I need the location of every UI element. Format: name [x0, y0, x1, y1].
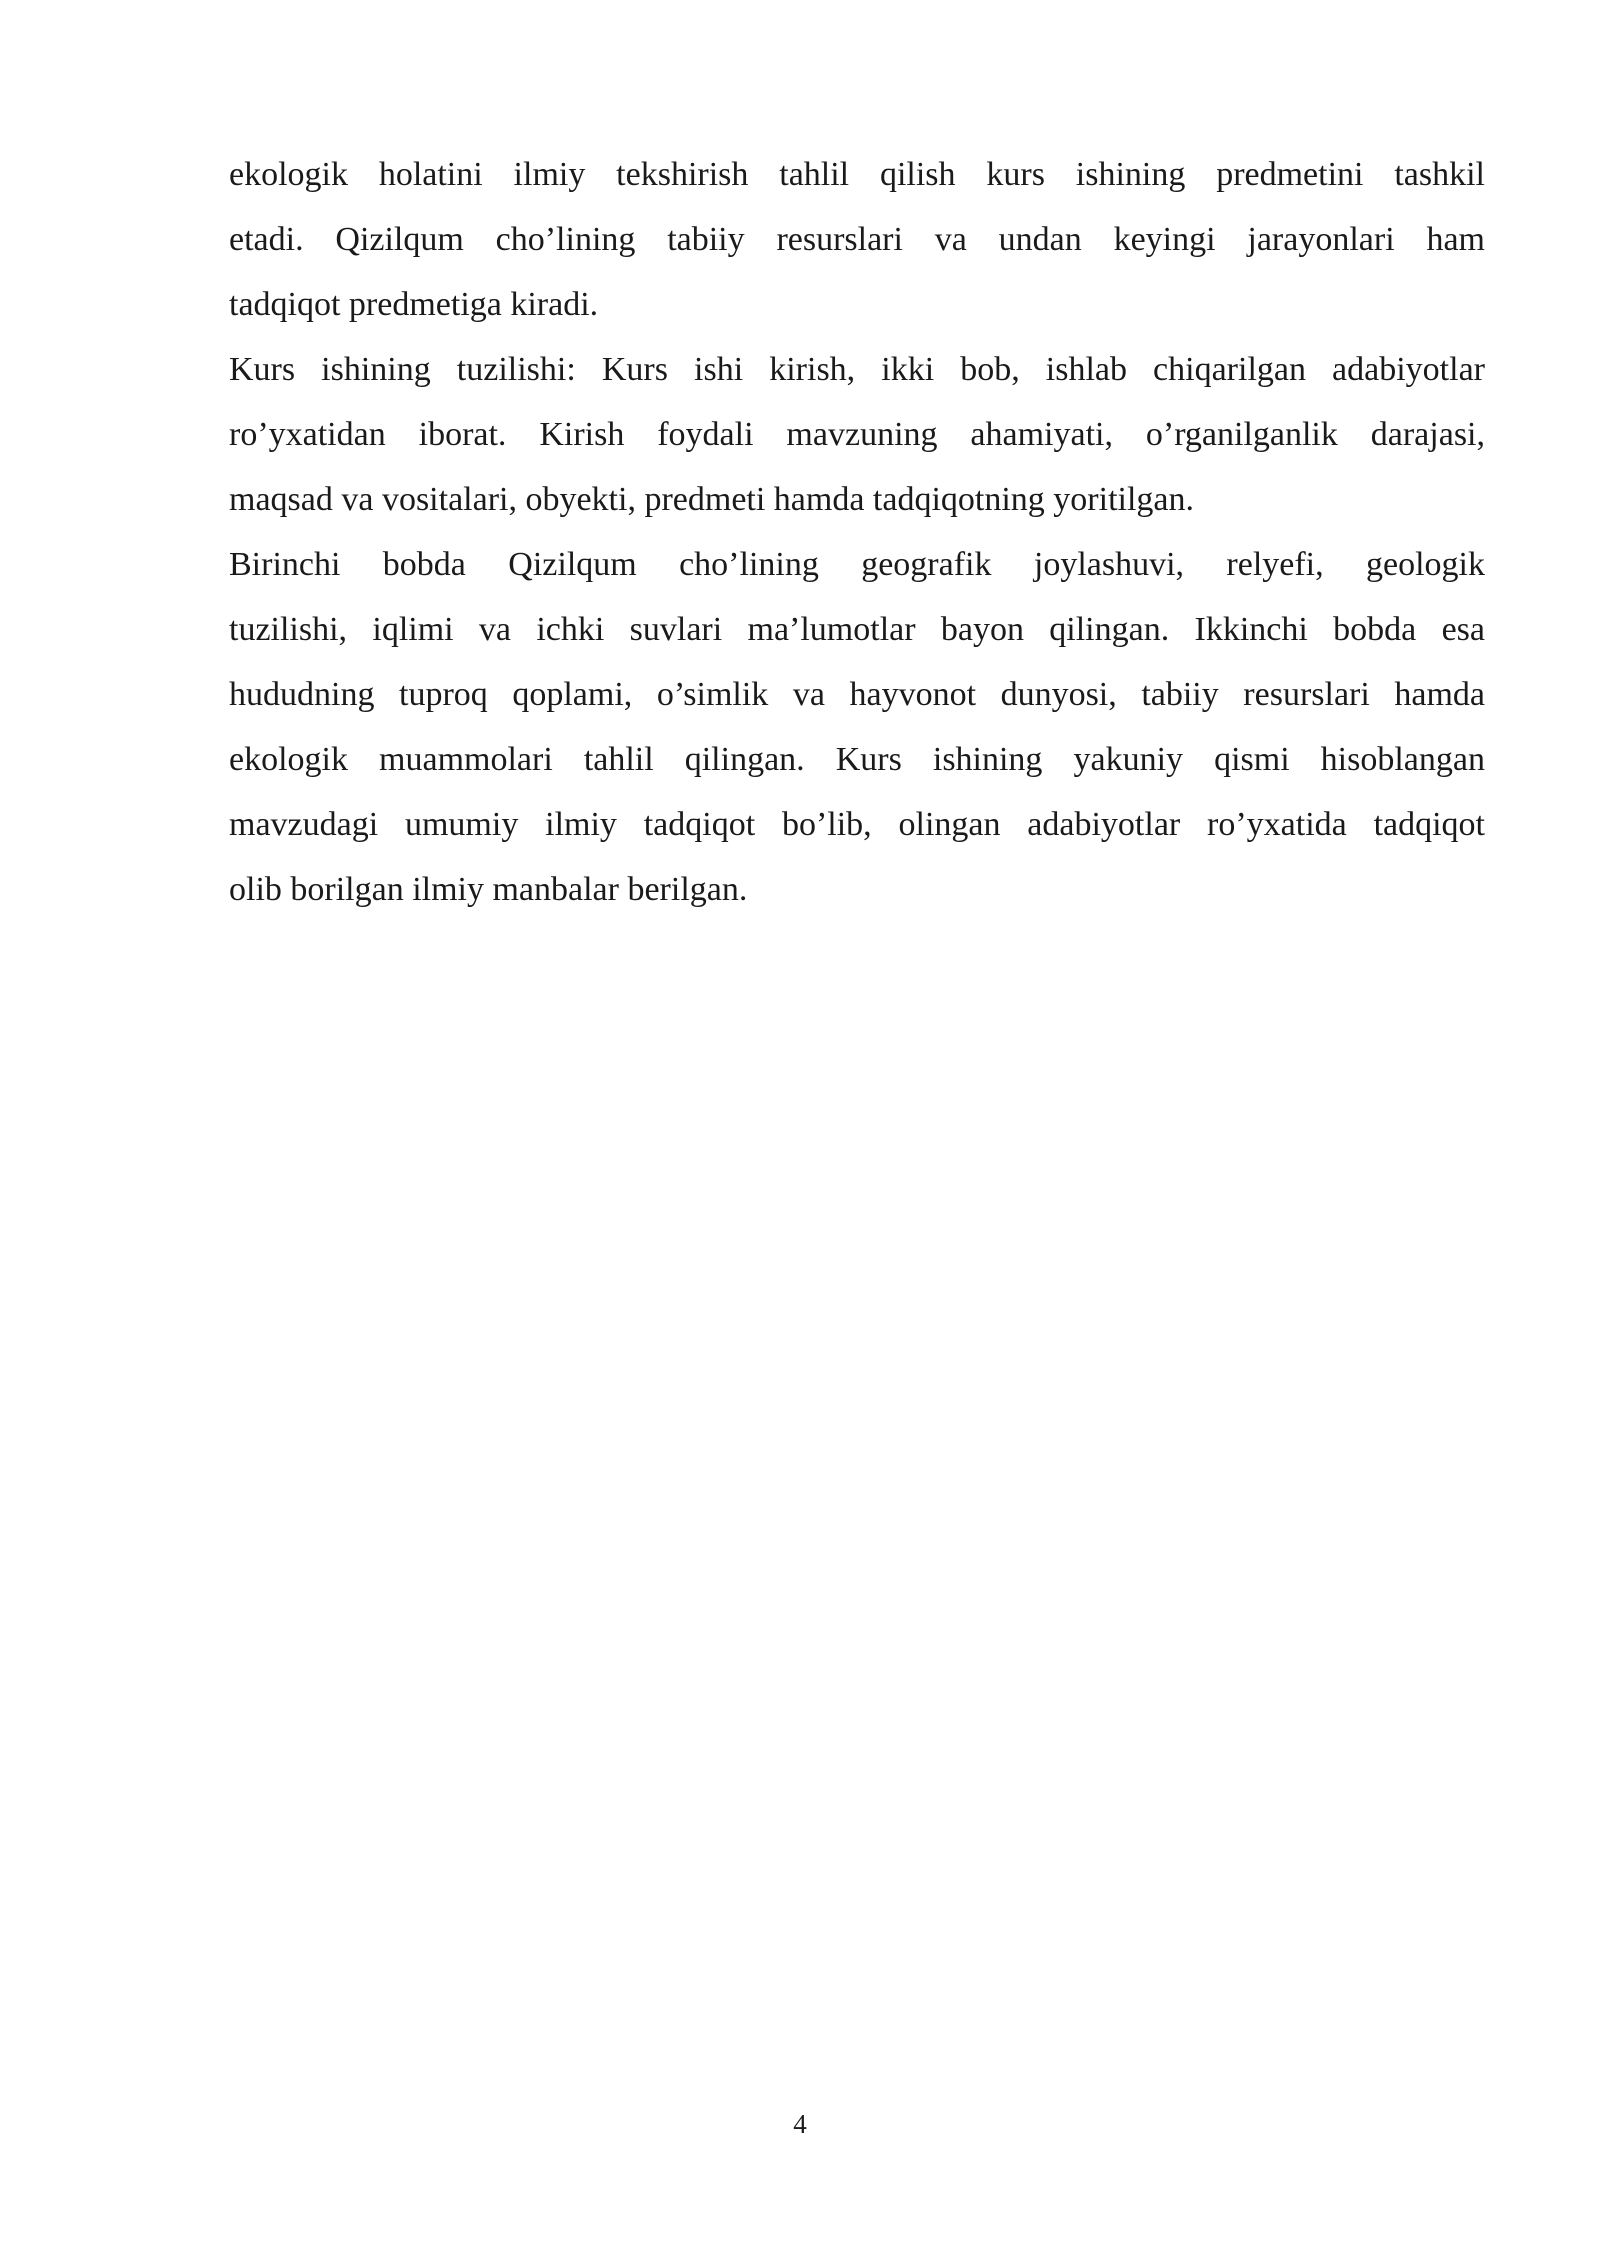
paragraph-1-line-1: ekologik holatini ilmiy tekshirish tahlil qilish kurs ishining predmetini tashkil	[229, 156, 1485, 193]
body-text	[229, 142, 1485, 922]
paragraph-3-line-1: Birinchi bobda Qizilqum cho’lining geografik joylashuvi, relyefi, geologik	[229, 546, 1485, 583]
paragraph-3-line-5: mavzudagi umumiy ilmiy tadqiqot bo’lib, olingan adabiyotlar ro’yxatida tadqiqot	[229, 806, 1485, 843]
page-number: 4	[793, 2109, 807, 2139]
paragraph-1-line-2: etadi. Qizilqum cho’lining tabiiy resurslari va undan keyingi jarayonlari ham	[229, 221, 1485, 258]
paragraph-3-line-3: hududning tuproq qoplami, o’simlik va hayvonot dunyosi, tabiiy resurslari hamda	[229, 676, 1485, 713]
paragraph-2-line-1: Kurs ishining tuzilishi: Kurs ishi kirish, ikki bob, ishlab chiqarilgan adabiyotlar	[229, 351, 1485, 388]
paragraph-3-line-2: tuzilishi, iqlimi va ichki suvlari ma’lumotlar bayon qilingan. Ikkinchi bobda esa	[229, 611, 1485, 648]
paragraph-1-line-3: tadqiqot predmetiga kiradi.	[229, 286, 599, 323]
paragraph-2-line-3: maqsad va vositalari, obyekti, predmeti hamda tadqiqotning yoritilgan.	[229, 481, 1194, 518]
paragraph-3-line-4: ekologik muammolari tahlil qilingan. Kurs ishining yakuniy qismi hisoblangan	[229, 741, 1485, 778]
paragraph-3-line-6: olib borilgan ilmiy manbalar berilgan.	[229, 871, 748, 908]
paragraph-2-line-2: ro’yxatidan iborat. Kirish foydali mavzuning ahamiyati, o’rganilganlik darajasi,	[229, 416, 1485, 453]
